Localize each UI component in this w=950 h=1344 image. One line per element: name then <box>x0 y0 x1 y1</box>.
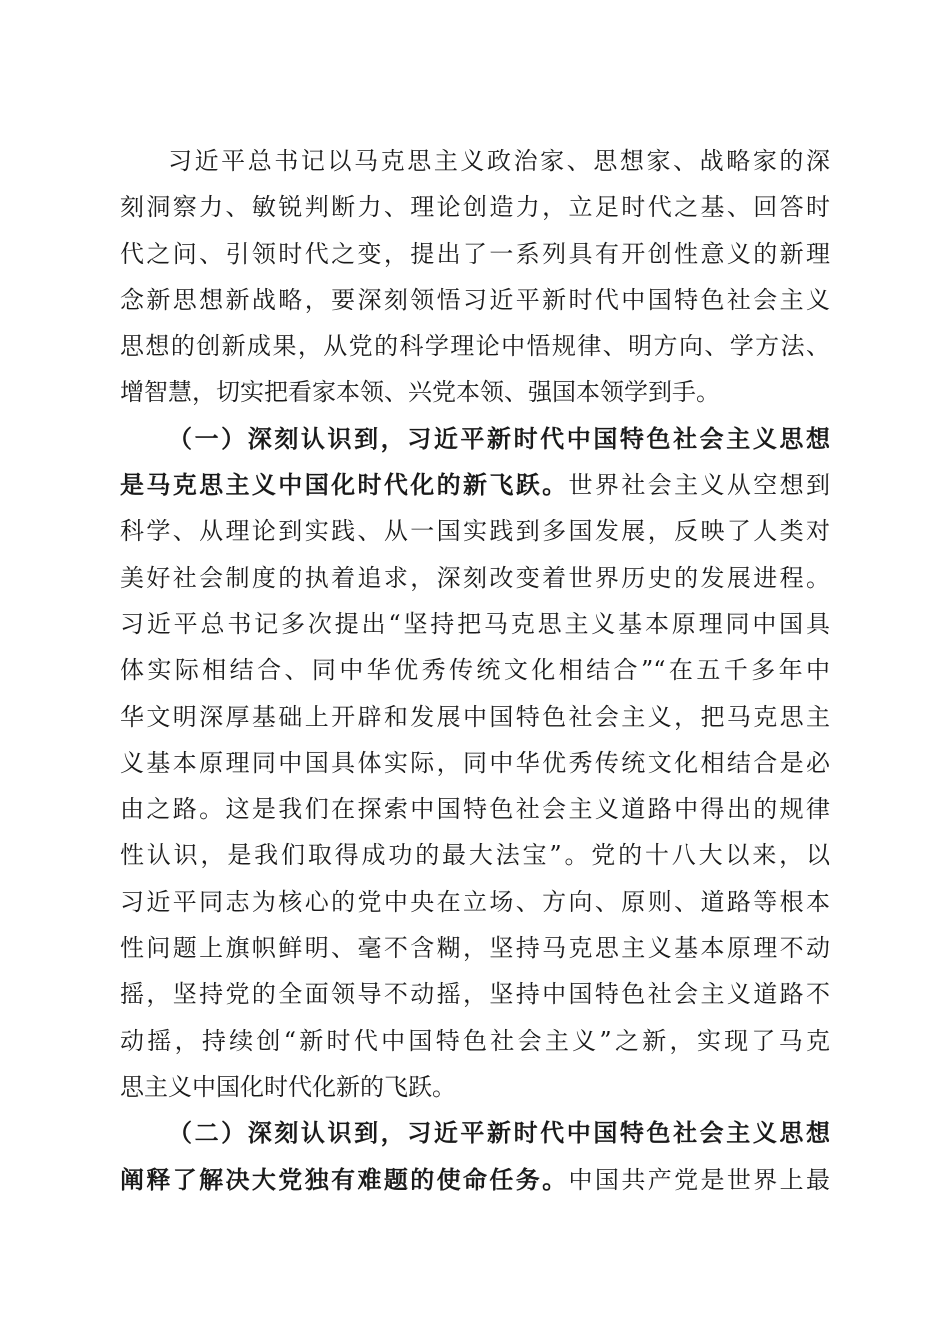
text-line: 科学、从理论到实践、从一国实践到多国发展，反映了人类对 <box>120 517 830 546</box>
text-line: 思想的创新成果，从党的科学理论中悟规律、明方向、学方法、 <box>120 332 830 361</box>
text-line: 美好社会制度的执着追求，深刻改变着世界历史的发展进程。 <box>120 563 830 592</box>
text-line: 习近平同志为核心的党中央在立场、方向、原则、道路等根本 <box>120 887 830 916</box>
text-line: 刻洞察力、敏锐判断力、理论创造力，立足时代之基、回答时 <box>120 193 830 222</box>
text-line: 华文明深厚基础上开辟和发展中国特色社会主义，把马克思主 <box>120 702 830 731</box>
text-line: 性问题上旗帜鲜明、毫不含糊，坚持马克思主义基本原理不动 <box>120 934 830 963</box>
text-line: 习近平总书记多次提出“坚持把马克思主义基本原理同中国具 <box>120 609 830 638</box>
section-heading-line: 是马克思主义中国化时代化的新飞跃。世界社会主义从空想到 <box>120 470 831 500</box>
text-line: 由之路。这是我们在探索中国特色社会主义道路中得出的规律 <box>120 795 830 824</box>
text-line: 增智慧，切实把看家本领、兴党本领、强国本领学到手。 <box>120 378 720 407</box>
section-heading-line: 阐释了解决大党独有难题的使命任务。中国共产党是世界上最 <box>120 1164 831 1194</box>
text-line: 习近平总书记以马克思主义政治家、思想家、战略家的深 <box>168 147 830 175</box>
text-line: 义基本原理同中国具体实际，同中华优秀传统文化相结合是必 <box>120 748 830 777</box>
paragraph-section-1 <box>120 416 830 1110</box>
text-line: 体实际相结合、同中华优秀传统文化相结合”“在五千多年中 <box>120 656 830 685</box>
paragraph-section-2 <box>120 1110 830 1203</box>
text-line: 思主义中国化时代化新的飞跃。 <box>120 1072 456 1101</box>
text-line: 代之问、引领时代之变，提出了一系列具有开创性意义的新理 <box>120 239 830 268</box>
section-heading-line: （二）深刻认识到，习近平新时代中国特色社会主义思想 <box>168 1118 830 1148</box>
section-heading-line: （一）深刻认识到，习近平新时代中国特色社会主义思想 <box>168 423 830 453</box>
paragraph-intro <box>120 138 830 416</box>
document-body <box>120 138 830 1203</box>
text-line: 摇，坚持党的全面领导不动摇，坚持中国特色社会主义道路不 <box>120 980 830 1009</box>
text-line: 性认识，是我们取得成功的最大法宝”。党的十八大以来，以 <box>120 841 830 870</box>
text-line: 念新思想新战略，要深刻领悟习近平新时代中国特色社会主义 <box>120 285 830 314</box>
text-line: 动摇，持续创“新时代中国特色社会主义”之新，实现了马克 <box>120 1026 830 1055</box>
